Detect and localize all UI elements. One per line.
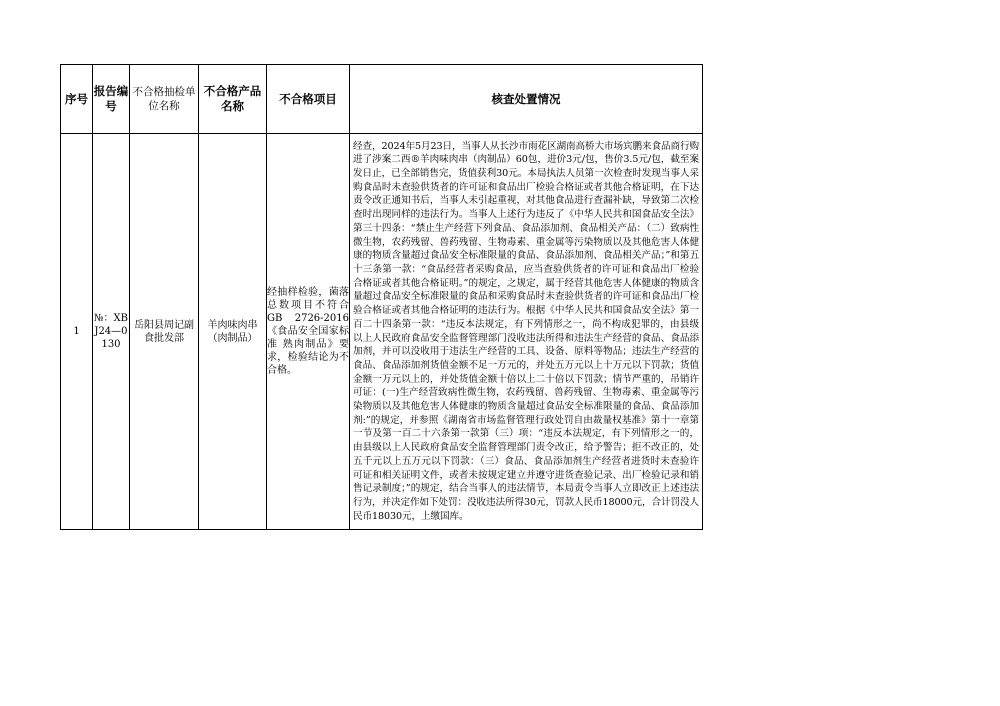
cell-product: 羊肉味肉串（肉制品） <box>199 134 267 530</box>
header-item: 不合格项目 <box>267 65 350 134</box>
header-report-no: 报告编号 <box>93 65 130 134</box>
cell-detail-text: 经查，2024年5月23日，当事人从长沙市雨花区湖南高桥大市场宾鹏来食品商行购进了涉案二西®羊肉味肉串（肉制品）60包，进价3元/包，售价3.5元/包，截至案发日止，已全部销售完，货值获利30元。本局执法人员第一次检查时发现当事人采购食品时未查验供货者的许可证和食品出厂检验合格证或者其他合格证明，在下达责令改正通知书后，当事人未引起重视，对其他食品进行查漏补缺，导致第二次检查时出现同样的违法行为。当事人上述行为违反了《中华人民共和国食品安全法》第三十四条：“禁止生产经营下列食品、食品添加剂、食品相关产品：（二）致病性微生物，农药残留、兽药残留、生物毒素、重金属等污染物质以及其他危害人体健康的物质含量超过食品安全标准限量的食品、食品添加剂、食品相关产品；”和第五十三条第一款：“食品经营者采购食品，应当查验供货者的许可证和食品出厂检验合格证或者其他合格证明。”的规定，之规定，属于经营其他危害人体健康的物质含量超过食品安全标准限量的食品和采购食品时未查验供货者的许可证和食品出厂检验合格证或者其他合格证明的违法行为。根据《中华人民共和国食品安全法》第一百二十四条第一款：“违反本法规定，有下列情形之一，尚不构成犯罪的，由县级以上人民政府食品安全监督管理部门没收违法所得和违法生产经营的食品、食品添加剂，并可以没收用于违法生产经营的工具、设备、原料等物品；违法生产经营的食品、食品添加剂货值金额不足一万元的，并处五万元以上十万元以下罚款；货值金额一万元以上的，并处货值金额十倍以上二十倍以下罚款；情节严重的，吊销许可证：(一)生产经营致病性微生物，农药残留、兽药残留、生物毒素、重金属等污染物质以及其他危害人体健康的物质含量超过食品安全标准限量的食品、食品添加剂:”的规定，并参照《湖南省市场监督管理行政处罚自由裁量权基准》第十一章第一节及第一百二十六条第一款第（三）项：“违反本法规定，有下列情形之一的，由县级以上人民政府食品安全监督管理部门责令改正，给予警告；拒不改正的，处五千元以上五万元以下罚款：（三）食品、食品添加剂生产经营者进货时未查验许可证和相关证明文件，或者未按规定建立并遵守进货查验记录、出厂检验记录和销售记录制度；”的规定，结合当事人的违法情节，本局责令当事人立即改正上述违法行为，并决定作如下处罚：没收违法所得30元，罚款人民币18000元，合计罚没人民币18030元，上缴国库。 <box>353 140 699 522</box>
cell-seq: 1 <box>61 134 93 530</box>
table-header-row <box>61 65 703 134</box>
cell-detail <box>350 134 703 530</box>
cell-item <box>267 134 350 530</box>
header-product: 不合格产品名称 <box>199 65 267 134</box>
cell-item-text: 经抽样检验，菌落总数项目不符合 GB 2726-2016《食品安全国家标准 熟肉制品》要求，检验结论为不合格。 <box>267 287 349 376</box>
header-seq: 序号 <box>61 65 93 134</box>
header-detail: 核查处置情况 <box>350 65 703 134</box>
header-unit: 不合格抽检单位名称 <box>130 65 199 134</box>
cell-unit: 岳阳县周记副食批发部 <box>130 134 199 530</box>
inspection-results-table <box>60 64 703 530</box>
cell-report-no: №：XBJ24—0130 <box>93 134 130 530</box>
table-row <box>61 134 703 530</box>
